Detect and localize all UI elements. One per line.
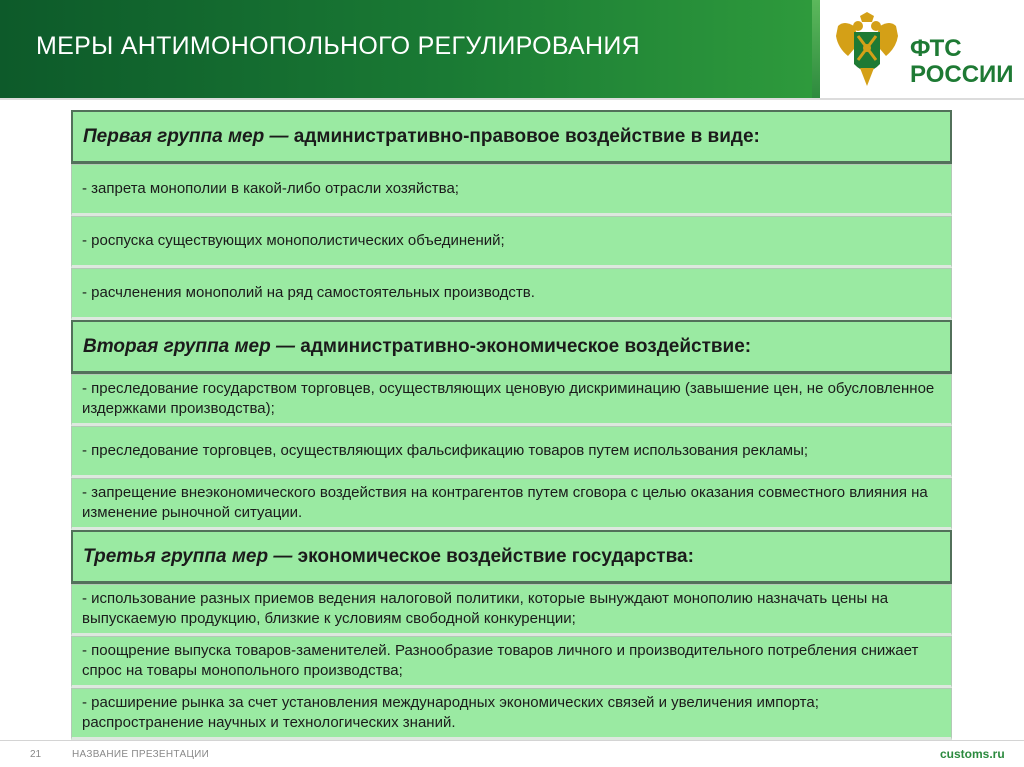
group-item-row — [71, 216, 952, 268]
group-item-text: - преследование государством торговцев, осуществляющих ценовую дискриминацию (завышение цен, не обусловленное издержками производства); — [82, 380, 935, 417]
group-title-rest: административно-правовое воздействие в виде: — [288, 125, 760, 147]
measures-table — [71, 110, 952, 740]
slide-header — [0, 0, 812, 98]
slide-title: МЕРЫ АНТИМОНОПОЛЬНОГО РЕГУЛИРОВАНИЯ — [36, 32, 640, 60]
group-title-lead: Вторая группа мер — — [83, 335, 295, 357]
group-item-text: - роспуска существующих монополистических объединений; — [82, 232, 505, 249]
group-item-text: - поощрение выпуска товаров-заменителей. Разнообразие товаров личного и производительного потребления снижает спрос на товары монопольного производства; — [82, 642, 919, 679]
header-accent-stripe — [812, 0, 820, 98]
header-divider — [0, 98, 1024, 100]
group-item-row — [71, 478, 952, 530]
double-headed-eagle-emblem-icon — [834, 12, 900, 88]
fts-logo — [828, 8, 1018, 92]
group-item-text: - расширение рынка за счет установления международных экономических связей и увеличения импорта; распространение научных и технологических знаний. — [82, 694, 819, 731]
group-item-row — [71, 636, 952, 688]
footer-divider — [0, 740, 1024, 741]
group-item-row — [71, 584, 952, 636]
group-title-lead: Третья группа мер — — [83, 545, 293, 567]
logo-text-russia: РОССИИ — [910, 61, 1014, 88]
site-link[interactable]: customs.ru — [940, 747, 1005, 761]
group-header-row — [71, 110, 952, 164]
group-item-row — [71, 426, 952, 478]
group-header-row — [71, 320, 952, 374]
group-title-rest: административно-экономическое воздействие: — [295, 335, 752, 357]
group-item-row — [71, 688, 952, 740]
group-item-row — [71, 164, 952, 216]
group-item-text: - использование разных приемов ведения налоговой политики, которые вынуждают монополию назначать цены на выпускаемую продукцию, близкие к условиям свободной конкуренции; — [82, 590, 889, 627]
group-item-row — [71, 268, 952, 320]
group-item-text: - запрещение внеэкономического воздействия на контрагентов путем сговора с целью оказания совместного влияния на изменение рыночной ситуации. — [82, 484, 928, 521]
group-item-text: - преследование торговцев, осуществляющих фальсификацию товаров путем использования рекламы; — [82, 442, 809, 459]
group-title-rest: экономическое воздействие государства: — [292, 545, 694, 567]
logo-text-fts: ФТС — [910, 35, 962, 62]
presentation-name: НАЗВАНИЕ ПРЕЗЕНТАЦИИ — [72, 749, 210, 760]
group-title-lead: Первая группа мер — — [83, 125, 289, 147]
group-item-row — [71, 374, 952, 426]
group-header-row — [71, 530, 952, 584]
group-item-text: - запрета монополии в какой-либо отрасли хозяйства; — [82, 180, 459, 197]
group-item-text: - расчленения монополий на ряд самостоятельных производств. — [82, 284, 535, 301]
page-number: 21 — [30, 749, 42, 760]
